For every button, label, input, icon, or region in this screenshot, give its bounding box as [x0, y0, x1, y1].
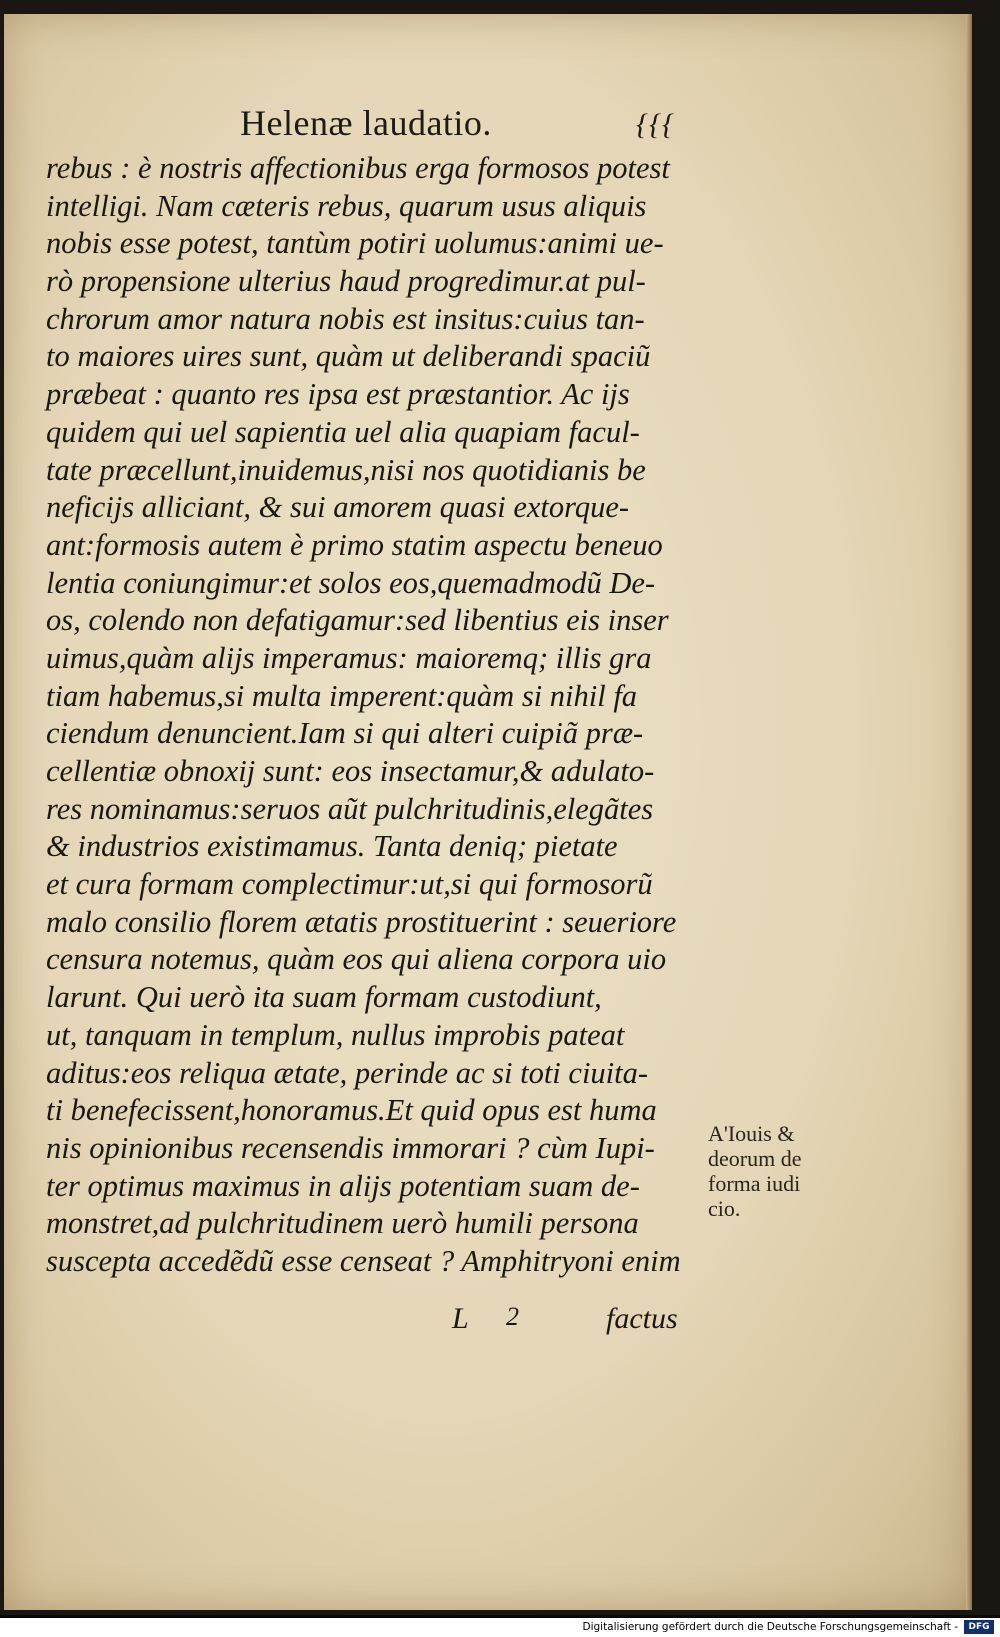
- text-line: rò propensione ulterius haud progredimur.at pul-: [46, 264, 646, 299]
- text-line: malo consilio florem ætatis prostituerint : seueriore: [46, 904, 677, 939]
- text-line: chrorum amor natura nobis est insitus:cuius tan-: [46, 301, 645, 336]
- text-line: aditus:eos reliqua ætate, perinde ac si toti ciuita-: [46, 1055, 649, 1090]
- signature-number: 2: [506, 1302, 519, 1331]
- text-line: et cura formam complectimur:ut,si qui formosorũ: [46, 867, 653, 902]
- text-line: ant:formosis autem è primo statim aspectu beneuo: [46, 527, 663, 562]
- text-line: nis opinionibus recensendis immorari ? cùm Iupi-: [46, 1130, 655, 1165]
- text-line: tate præcellunt,inuidemus,nisi nos quotidianis be: [46, 452, 646, 487]
- text-line: quidem qui uel sapientia uel alia quapiam facul-: [46, 414, 640, 449]
- running-head-title: Helenæ laudatio.: [240, 103, 492, 143]
- marginal-note-line: A'Iouis &: [708, 1121, 795, 1146]
- text-line: cellentiæ obnoxij sunt: eos insectamur,& adulato-: [46, 754, 655, 788]
- folio-number: {{{: [636, 108, 675, 141]
- footer-credit: Digitalisierung gefördert durch die Deutsche Forschungsgemeinschaft -: [582, 1621, 958, 1633]
- text-line: monstret,ad pulchritudinem uerò humili persona: [46, 1206, 639, 1241]
- page-edge: [966, 14, 972, 1610]
- text-line: & industrios existimamus. Tanta deniq; pietate: [46, 829, 618, 864]
- text-line: uimus,quàm alijs imperamus: maioremq; illis gra: [46, 640, 652, 675]
- text-line: ciendum denuncient.Iam si qui alteri cuipiã præ-: [46, 716, 644, 751]
- text-line: ti benefecissent,honoramus.Et quid opus est huma: [46, 1093, 657, 1128]
- text-line: ter optimus maximus in alijs potentiam suam de-: [46, 1168, 640, 1203]
- text-line: tiam habemus,si multa imperent:quàm si nihil fa: [46, 678, 638, 713]
- marginal-note-line: cio.: [708, 1196, 741, 1221]
- text-line: ut, tanquam in templum, nullus improbis pateat: [46, 1017, 625, 1052]
- text-line: censura notemus, quàm eos qui aliena corpora uio: [46, 942, 667, 977]
- text-line: to maiores uires sunt, quàm ut deliberandi spaciũ: [46, 339, 651, 374]
- text-line: neficijs alliciant, & sui amorem quasi extorque-: [46, 490, 630, 525]
- text-line: lentia coniungimur:et solos eos,quemadmodũ De-: [46, 565, 656, 600]
- body-text: [46, 150, 686, 1281]
- text-line: intelligi. Nam cæteris rebus, quarum usus aliquis: [46, 188, 647, 223]
- signature-mark: L: [452, 1302, 469, 1335]
- text-line: res nominamus:seruos aũt pulchritudinis,elegãtes: [46, 791, 654, 826]
- text-line: nobis esse potest, tantùm potiri uolumus:animi ue-: [46, 226, 664, 261]
- text-line: suscepta accedẽdũ esse censeat ? Amphitryoni enim: [46, 1243, 681, 1278]
- text-line: os, colendo non defatigamur:sed libentius eis inser: [46, 603, 669, 638]
- catchword: factus: [606, 1302, 678, 1335]
- book-page: [4, 14, 972, 1610]
- dfg-logo-icon: DFG: [964, 1620, 994, 1634]
- marginal-note-line: deorum de: [708, 1146, 802, 1171]
- digitization-footer: [0, 1617, 1000, 1637]
- text-line: præbeat : quanto res ipsa est præstantior. Ac ijs: [46, 377, 630, 412]
- text-line: rebus : è nostris affectionibus erga formosos potest: [46, 151, 670, 185]
- marginal-note: [708, 1121, 858, 1221]
- text-line: larunt. Qui uerò ita suam formam custodiunt,: [46, 980, 602, 1015]
- marginal-note-line: forma iudi: [708, 1171, 801, 1196]
